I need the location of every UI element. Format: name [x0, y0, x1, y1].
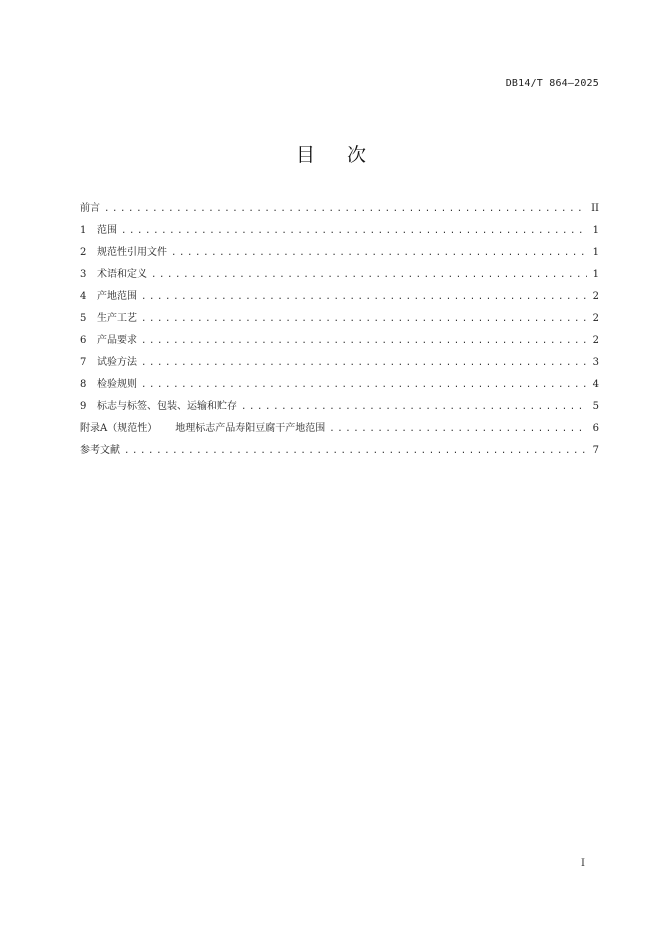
toc-section-number: 1 — [80, 225, 87, 236]
toc-annex-label: 附录A（规范性） — [80, 423, 158, 434]
toc-entry-terms-definitions[interactable] — [80, 266, 599, 288]
toc-entry-origin-area[interactable] — [80, 288, 599, 310]
toc-label: 产地范围 — [97, 291, 137, 302]
toc-entry-annex-a[interactable] — [80, 420, 599, 442]
footer-page-number: I — [581, 858, 585, 869]
toc-leader-dots — [151, 266, 587, 284]
toc-entry-normative-references[interactable] — [80, 244, 599, 266]
toc-leader-dots — [329, 420, 587, 438]
toc-label: 参考文献 — [80, 445, 120, 456]
toc-leader-dots — [171, 244, 587, 262]
toc-page-number: 1 — [592, 247, 599, 258]
toc-label: 前言 — [80, 203, 100, 214]
toc-page-number: 1 — [592, 269, 599, 280]
page-title: 目次 — [295, 144, 398, 166]
toc-page-number: 7 — [592, 445, 599, 456]
toc-page-number: 2 — [592, 313, 599, 324]
toc-label: 试验方法 — [97, 357, 137, 368]
table-of-contents — [80, 200, 599, 464]
toc-section-number: 9 — [80, 401, 87, 412]
toc-page-number: II — [591, 203, 599, 214]
toc-entry-production-process[interactable] — [80, 310, 599, 332]
toc-annex-title: 地理标志产品寿阳豆腐干产地范围 — [175, 423, 326, 434]
toc-leader-dots — [241, 398, 587, 416]
toc-section-number: 3 — [80, 269, 87, 280]
toc-leader-dots — [141, 288, 587, 306]
toc-section-number: 7 — [80, 357, 87, 368]
toc-entry-inspection-rules[interactable] — [80, 376, 599, 398]
document-code: DB14/T 864—2025 — [505, 78, 599, 89]
toc-page-number: 6 — [592, 423, 599, 434]
toc-page-number: 5 — [592, 401, 599, 412]
toc-section-number: 2 — [80, 247, 87, 258]
toc-section-number: 6 — [80, 335, 87, 346]
toc-leader-dots — [121, 222, 587, 240]
toc-entry-scope[interactable] — [80, 222, 599, 244]
toc-section-number: 5 — [80, 313, 87, 324]
toc-label: 范围 — [97, 225, 117, 236]
toc-label: 产品要求 — [97, 335, 137, 346]
toc-label: 规范性引用文件 — [97, 247, 167, 258]
toc-section-number: 4 — [80, 291, 87, 302]
toc-leader-dots — [141, 332, 587, 350]
toc-entry-bibliography[interactable] — [80, 442, 599, 464]
toc-leader-dots — [104, 200, 587, 218]
toc-page-number: 1 — [592, 225, 599, 236]
toc-page-number: 2 — [592, 291, 599, 302]
toc-leader-dots — [141, 376, 587, 394]
toc-page-number: 3 — [592, 357, 599, 368]
toc-entry-foreword[interactable] — [80, 200, 599, 222]
toc-leader-dots — [141, 354, 587, 372]
toc-label: 术语和定义 — [97, 269, 147, 280]
toc-entry-product-requirements[interactable] — [80, 332, 599, 354]
toc-label: 生产工艺 — [97, 313, 137, 324]
toc-leader-dots — [124, 442, 587, 460]
toc-page-number: 4 — [592, 379, 599, 390]
toc-section-number: 8 — [80, 379, 87, 390]
toc-entry-marking-packaging[interactable] — [80, 398, 599, 420]
toc-label: 标志与标签、包装、运输和贮存 — [97, 401, 237, 412]
toc-entry-test-methods[interactable] — [80, 354, 599, 376]
toc-label: 检验规则 — [97, 379, 137, 390]
toc-leader-dots — [141, 310, 587, 328]
toc-page-number: 2 — [592, 335, 599, 346]
